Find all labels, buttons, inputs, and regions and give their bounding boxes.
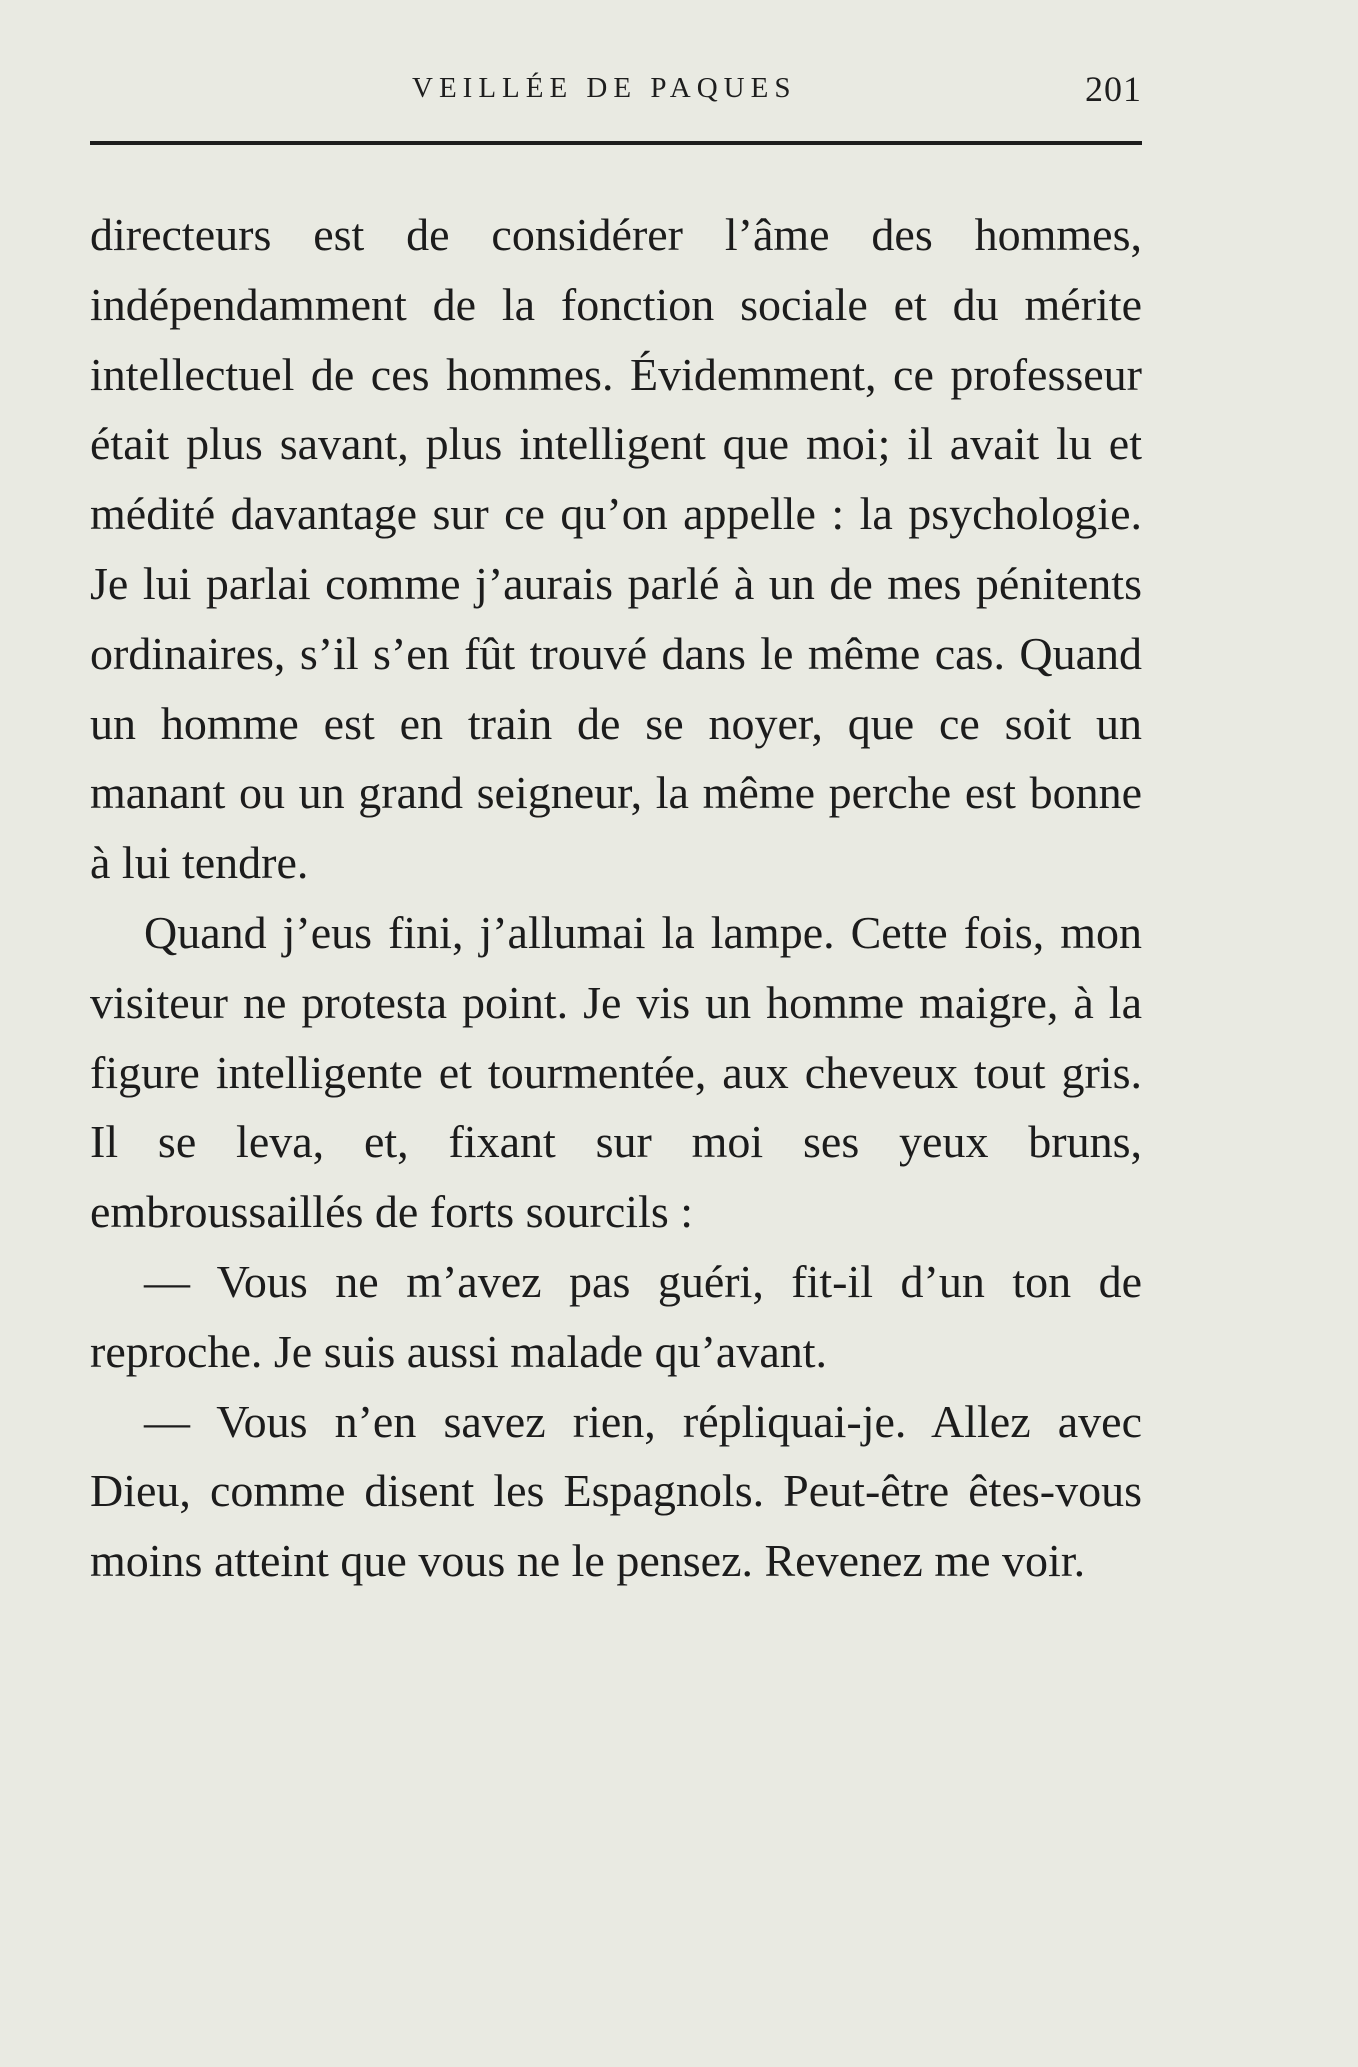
body-text — [90, 200, 1142, 1596]
running-title: VEILLÉE DE PAQUES — [412, 72, 797, 104]
page-number: 201 — [1085, 69, 1142, 109]
header-rule — [90, 141, 1142, 145]
running-head — [90, 69, 1142, 120]
dialogue-paragraph: — Vous ne m’avez pas guéri, fit-il d’un ton de reproche. Je suis aussi malade qu’avant. — [90, 1255, 1142, 1377]
paragraph-continued: directeurs est de considérer l’âme des hommes, indépendamment de la fonction sociale et du mérite intellectuel de ces hommes. Évidemment, ce professeur était plus savant, plus intelligent que moi; il avait lu et médité davantage sur ce qu’on appelle : la psychologie. Je lui parlai comme j’aurais parlé à un de mes pénitents ordinaires, s’il s’en fût trouvé dans le même cas. Quand un homme est en train de se noyer, que ce soit un manant ou un grand seigneur, la même perche est bonne à lui tendre. — [90, 209, 1142, 889]
paragraph: Quand j’eus fini, j’allumai la lampe. Cette fois, mon visiteur ne protesta point. Je vis un homme maigre, à la figure intelligente et tourmentée, aux cheveux tout gris. Il se leva, et, fixant sur moi ses yeux bruns, embroussaillés de forts sourcils : — [90, 906, 1142, 1238]
dialogue-paragraph: — Vous n’en savez rien, répliquai-je. Allez avec Dieu, comme disent les Espagnols. Peut-être êtes-vous moins atteint que vous ne le pensez. Revenez me voir. — [90, 1395, 1142, 1587]
